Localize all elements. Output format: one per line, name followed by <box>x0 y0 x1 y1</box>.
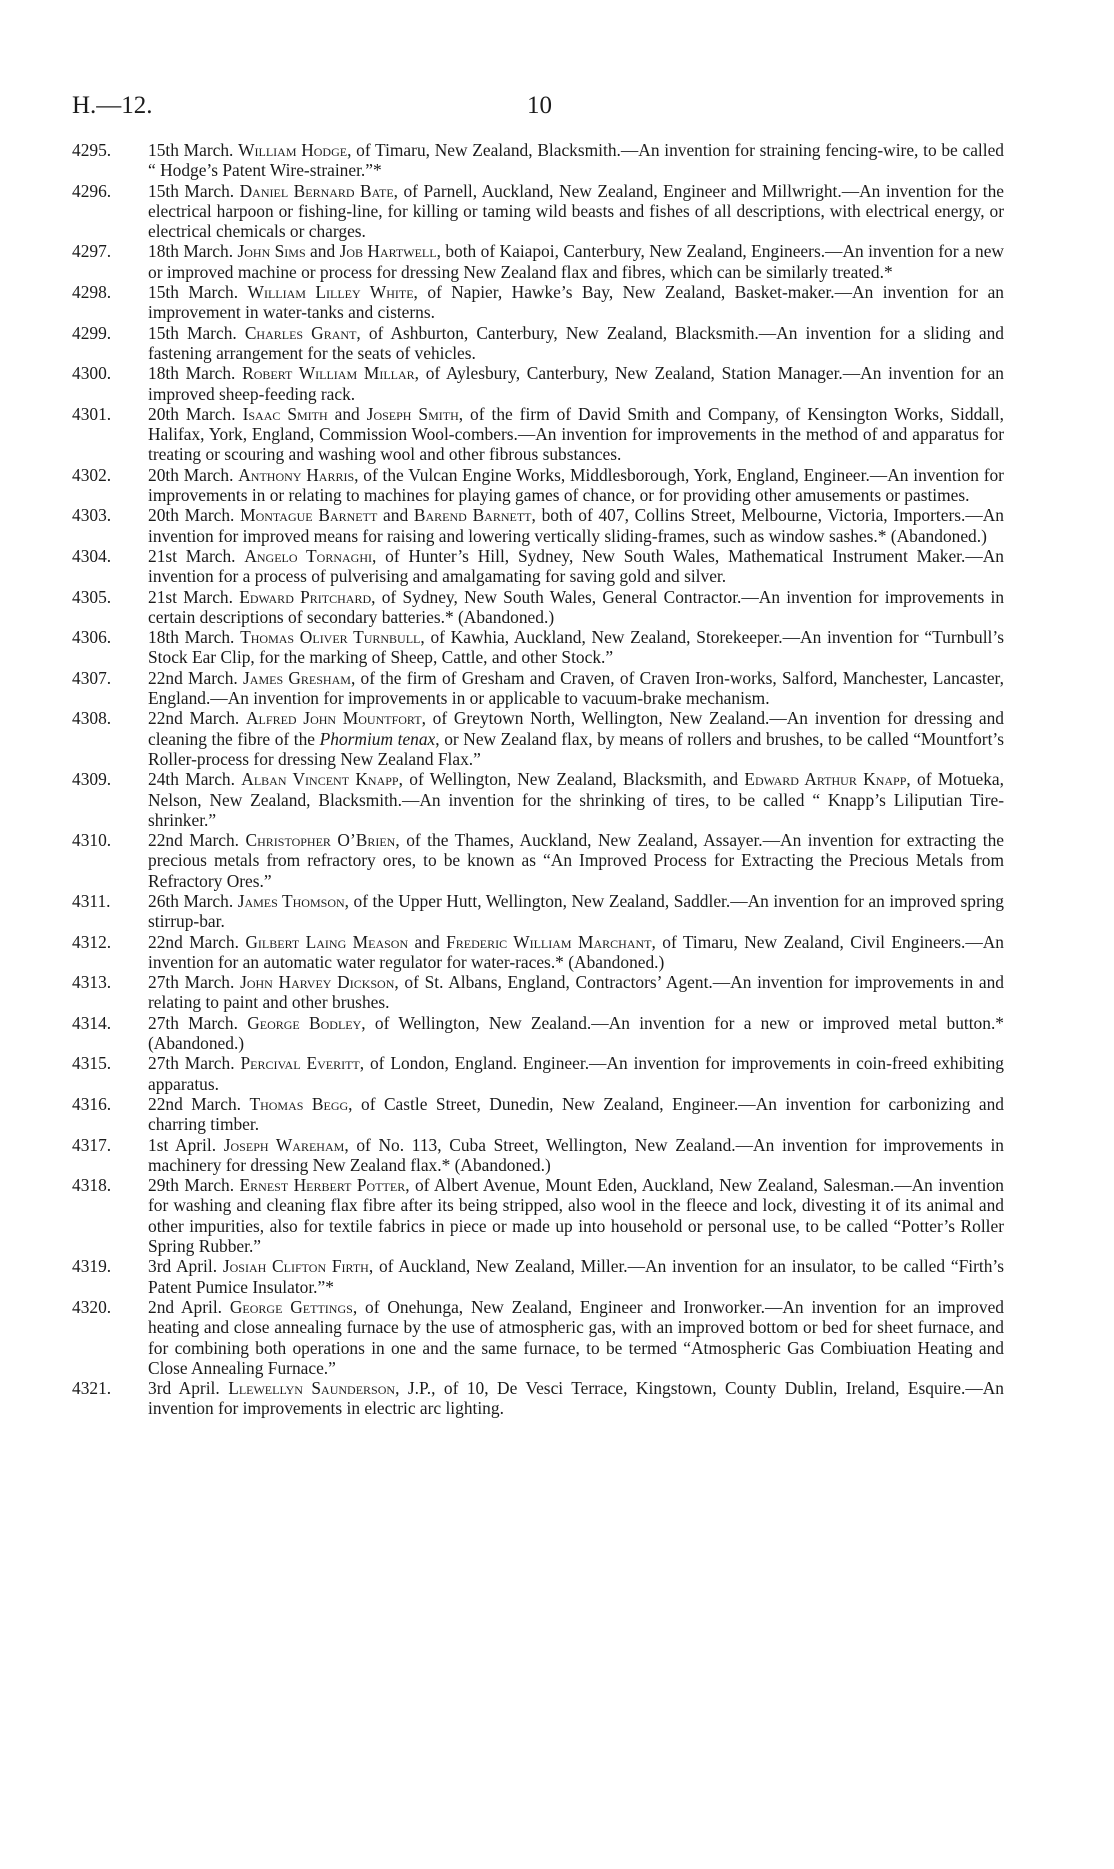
applicant-name: Angelo Tornaghi <box>244 545 372 566</box>
document-code: H.—12. <box>72 92 153 119</box>
entry-segment: 15th March. <box>148 140 239 160</box>
entry-text <box>148 1175 1004 1256</box>
entry-text <box>148 891 1004 931</box>
entry-number: 4315. <box>72 1053 112 1074</box>
applicant-name: James Gresham <box>243 667 351 688</box>
applicant-name: Ernest Herbert Potter <box>239 1175 406 1196</box>
applicant-name: Christopher O’Brien <box>245 830 396 851</box>
entry-segment: 1st April. <box>148 1134 224 1155</box>
applicant-name: Anthony Harris <box>238 464 355 485</box>
entry-segment: , of Kawhia, Auckland, New Zealand, Storekeeper.—An invention for “Turnbull’s Stock Ear Clip, for the marking of Sheep, Cattle, and other Stock.” <box>148 627 1004 668</box>
entry-segment: , of Greytown North, Wellington, New Zealand.—An invention for dressing and cleaning the fibre of the <box>148 708 1004 749</box>
entry-segment: , of St. Albans, England, Contractors’ Agent.—An invention for improvements in and relating to paint and other brushes. <box>148 972 1004 1013</box>
entry-segment: and <box>305 241 340 262</box>
patent-entry <box>72 932 1004 973</box>
entry-segment: , of Onehunga, New Zealand, Engineer and Ironworker.—An invention for an improved heating and close annealing furnace by the use of atmospheric gas, with an improved bottom or bed for sheet furnace, and for combining both operations in one and the same furnace, to be termed “Atmospheric Gas Combiuation Heating and Close Annealing Furnace.” <box>148 1296 1004 1378</box>
patent-entry <box>72 323 1004 364</box>
entry-segment: , of Napier, Hawke’s Bay, New Zealand, Basket-maker.—An invention for an improvement in water-tanks and cisterns. <box>148 282 1004 323</box>
entry-text <box>148 1378 1004 1418</box>
patent-entry <box>72 1297 1004 1378</box>
entry-number: 4317. <box>72 1134 112 1155</box>
entry-segment: , or New Zealand flax, by means of rollers and brushes, to be called “Mountfort’s Roller-process for dressing New Zealand Flax.” <box>148 728 1005 769</box>
entry-segment: and <box>377 505 414 526</box>
entry-segment: , of the Thames, Auckland, New Zealand, Assayer.—An invention for extracting the precious metals from refractory ores, to be known as “An Improved Process for Extracting the Precious Metals from Refractory Ores.” <box>148 830 1004 891</box>
applicant-name: George Gettings <box>229 1296 353 1317</box>
italic-term: Phormium tenax <box>319 728 436 749</box>
applicant-name: Robert William Millar <box>242 363 415 384</box>
entry-text <box>148 282 1004 322</box>
page-header <box>72 92 1004 132</box>
entry-segment: 20th March. <box>148 403 243 424</box>
entry-segment: , of London, England. Engineer.—An invention for improvements in coin-freed exhibiting apparatus. <box>148 1053 1004 1094</box>
entry-segment: 26th March. <box>148 890 238 911</box>
entry-text <box>148 668 1004 708</box>
entry-number: 4302. <box>72 464 112 485</box>
applicant-name: Percival Everitt <box>240 1053 360 1074</box>
entry-segment: 3rd April. <box>148 1256 223 1277</box>
entry-segment: 20th March. <box>148 505 241 526</box>
entry-segment: , of the firm of David Smith and Company, of Kensington Works, Siddall, Halifax, York, England, Commission Wool-combers.—An invention for improvements in the method of and apparatus for treating or scouring and washing wool and other fibrous substances. <box>148 403 1004 465</box>
entry-segment: 22nd March. <box>148 667 244 688</box>
entry-segment: , of Wellington, New Zealand, Blacksmith, and <box>398 769 745 790</box>
entry-text <box>148 465 1004 505</box>
entry-segment: 22nd March. <box>148 1093 250 1114</box>
applicant-name: Isaac Smith <box>242 403 328 424</box>
entry-text <box>148 708 1004 769</box>
entry-text <box>148 1297 1004 1378</box>
entry-number: 4303. <box>72 505 112 526</box>
entry-segment: 18th March. <box>148 627 241 648</box>
applicant-name: Alfred John Mountfort <box>246 708 422 729</box>
entry-segment: , of Aylesbury, Canterbury, New Zealand, Station Manager.—An invention for an improved sheep-feeding rack. <box>148 363 1004 404</box>
applicant-name: Thomas Begg <box>249 1093 349 1114</box>
patent-entry <box>72 891 1004 932</box>
entry-text <box>148 1053 1004 1093</box>
entry-segment: , of the Upper Hutt, Wellington, New Zealand, Saddler.—An invention for an improved spring stirrup-bar. <box>148 890 1004 932</box>
entry-text <box>148 932 1004 972</box>
patent-entry <box>72 363 1004 404</box>
entry-segment: 29th March. <box>148 1175 240 1196</box>
patent-list <box>72 140 1004 1419</box>
entry-segment: 27th March. <box>148 1012 248 1033</box>
entry-number: 4307. <box>72 667 112 688</box>
entry-text <box>148 140 1004 180</box>
entry-number: 4308. <box>72 708 112 729</box>
entry-number: 4305. <box>72 586 112 607</box>
applicant-name: William Hodge <box>238 140 348 160</box>
entry-segment: 20th March. <box>148 464 239 485</box>
entry-segment: and <box>408 931 447 952</box>
applicant-name: Joseph Wareham <box>223 1134 345 1155</box>
entry-segment: 22nd March. <box>148 708 246 729</box>
entry-segment: , of Castle Street, Dunedin, New Zealand, Engineer.—An invention for carbonizing and charring timber. <box>148 1093 1004 1135</box>
entry-text <box>148 769 1004 830</box>
entry-segment: 24th March. <box>148 769 242 790</box>
applicant-name: Edward Pritchard <box>239 586 372 607</box>
entry-text <box>148 1094 1004 1134</box>
page-number: 10 <box>527 92 552 119</box>
patent-entry <box>72 627 1004 668</box>
patent-entry <box>72 1378 1004 1419</box>
entry-number: 4299. <box>72 322 112 343</box>
entry-text <box>148 323 1004 363</box>
patent-entry <box>72 505 1004 546</box>
entry-text <box>148 830 1004 891</box>
entry-segment: 27th March. <box>148 972 241 993</box>
entry-number: 4318. <box>72 1175 112 1196</box>
entry-text <box>148 587 1004 627</box>
patent-entry <box>72 282 1004 323</box>
patent-entry <box>72 1053 1004 1094</box>
entry-segment: , of the Vulcan Engine Works, Middlesborough, York, England, Engineer.—An invention for improvements in or relating to machines for playing games of chance, or for providing other amusements or pastimes. <box>148 464 1004 506</box>
entry-segment: 15th March. <box>148 180 240 201</box>
patent-entry <box>72 668 1004 709</box>
entry-number: 4311. <box>72 890 111 911</box>
applicant-name: Frederic William Marchant <box>446 931 652 952</box>
patent-entry <box>72 1135 1004 1176</box>
entry-number: 4313. <box>72 972 112 993</box>
entry-number: 4300. <box>72 363 112 384</box>
entry-segment: , of Wellington, New Zealand.—An invention for a new or improved metal button.* (Abandoned.) <box>148 1012 1004 1054</box>
applicant-name: Llewellyn Saunderson <box>228 1378 396 1399</box>
entry-number: 4310. <box>72 830 112 851</box>
entry-text <box>148 1013 1004 1053</box>
entry-segment: , both of Kaiapoi, Canterbury, New Zealand, Engineers.—An invention for a new or improved machine or process for dressing New Zealand flax and fibres, which can be similarly treated.* <box>148 241 1004 282</box>
patent-entry <box>72 830 1004 891</box>
applicant-name: James Thomson <box>237 890 345 911</box>
entry-segment: and <box>327 403 367 424</box>
entry-segment: 22nd March. <box>148 931 246 952</box>
applicant-name: Josiah Clifton Firth <box>222 1256 369 1277</box>
entry-segment: 21st March. <box>148 545 245 566</box>
applicant-name: Montague Barnett <box>240 505 378 526</box>
entry-segment: , of Sydney, New South Wales, General Contractor.—An invention for improvements in certain descriptions of secondary batteries.* (Abandoned.) <box>148 586 1005 627</box>
patent-entry <box>72 708 1004 769</box>
entry-number: 4297. <box>72 241 112 262</box>
entry-segment: , of Timaru, New Zealand, Civil Engineers.—An invention for an automatic water regulator for water-races.* (Abandoned.) <box>148 931 1004 972</box>
entry-number: 4301. <box>72 403 112 424</box>
applicant-name: Gilbert Laing Meason <box>245 931 409 952</box>
entry-segment: 21st March. <box>148 586 240 607</box>
entry-number: 4321. <box>72 1378 112 1399</box>
entry-number: 4298. <box>72 282 112 303</box>
patent-entry <box>72 404 1004 465</box>
applicant-name: William Lilley White <box>247 282 414 303</box>
entry-segment: , of Timaru, New Zealand, Blacksmith.—An invention for straining fencing-wire, to be called “ Hodge’s Patent Wire-strainer.”* <box>148 140 1005 181</box>
patent-entry <box>72 1256 1004 1297</box>
entry-text <box>148 241 1004 281</box>
applicant-name: Charles Grant <box>244 322 357 343</box>
patent-entry <box>72 769 1004 830</box>
entry-segment: , of Hunter’s Hill, Sydney, New South Wales, Mathematical Instrument Maker.—An invention for a process of pulverising and amalgamating for saving gold and silver. <box>148 545 1004 587</box>
patent-entry <box>72 972 1004 1013</box>
entry-text <box>148 181 1004 242</box>
patent-entry <box>72 1094 1004 1135</box>
entry-text <box>148 1135 1004 1175</box>
applicant-name: Joseph Smith <box>366 403 459 424</box>
applicant-name: Alban Vincent Knapp <box>241 769 399 790</box>
entry-text <box>148 972 1004 1012</box>
patent-entry <box>72 1175 1004 1256</box>
entry-number: 4306. <box>72 627 112 648</box>
applicant-name: John Harvey Dickson <box>240 972 395 993</box>
entry-segment: , J.P., of 10, De Vesci Terrace, Kingstown, County Dublin, Ireland, Esquire.—An invention for improvements in electric arc lighting. <box>148 1378 1005 1419</box>
patent-entry <box>72 241 1004 282</box>
applicant-name: Edward Arthur Knapp <box>744 769 907 790</box>
entry-segment: 3rd April. <box>148 1378 229 1399</box>
entry-segment: , of Parnell, Auckland, New Zealand, Engineer and Millwright.—An invention for the electrical harpoon or fishing-line, for killing or taming wild beasts and fishes of all descriptions, with electrical energy, or electrical chemicals or charges. <box>148 180 1004 242</box>
patent-entry <box>72 181 1004 242</box>
entry-number: 4304. <box>72 545 112 566</box>
entry-segment: 27th March. <box>148 1053 241 1074</box>
entry-number: 4314. <box>72 1012 112 1033</box>
entry-text <box>148 627 1004 667</box>
patent-entry <box>72 140 1004 181</box>
entry-segment: , of No. 113, Cuba Street, Wellington, New Zealand.—An invention for improvements in machinery for dressing New Zealand flax.* (Abandoned.) <box>148 1134 1004 1175</box>
entry-text <box>148 404 1004 465</box>
applicant-name: Thomas Oliver Turnbull <box>240 627 421 648</box>
patent-entry <box>72 587 1004 628</box>
applicant-name: John Sims <box>237 241 306 262</box>
applicant-name: George Bodley <box>247 1012 362 1033</box>
entry-segment: 22nd March. <box>148 830 246 851</box>
patent-entry <box>72 546 1004 587</box>
applicant-name: Barend Barnett <box>413 505 532 526</box>
entry-text <box>148 546 1004 586</box>
entry-segment: , of Ashburton, Canterbury, New Zealand, Blacksmith.—An invention for a sliding and fastening arrangement for the seats of vehicles. <box>148 322 1005 363</box>
entry-number: 4320. <box>72 1296 112 1317</box>
entry-text <box>148 1256 1004 1296</box>
entry-segment: 18th March. <box>148 363 243 384</box>
entry-text <box>148 363 1004 403</box>
patent-entry <box>72 465 1004 506</box>
entry-segment: 15th March. <box>148 282 248 303</box>
entry-number: 4312. <box>72 931 112 952</box>
entry-segment: , of Auckland, New Zealand, Miller.—An invention for an insulator, to be called “Firth’s Patent Pumice Insulator.”* <box>148 1256 1004 1297</box>
entry-number: 4319. <box>72 1256 112 1277</box>
entry-segment: 2nd April. <box>148 1296 230 1317</box>
entry-segment: , of Albert Avenue, Mount Eden, Auckland, New Zealand, Salesman.—An invention for washing and cleaning flax fibre after its being stripped, also wool in the fleece and lock, divesting it of its animal and other impurities, also for textile fabrics in piece or made up into household or personal use, to be called “Potter’s Roller Spring Rubber.” <box>148 1175 1004 1257</box>
applicant-name: Job Hartwell <box>339 241 437 262</box>
entry-number: 4309. <box>72 769 112 790</box>
entry-text <box>148 505 1004 545</box>
applicant-name: Daniel Bernard Bate <box>239 180 394 201</box>
entry-number: 4295. <box>72 140 112 160</box>
entry-segment: , of the firm of Gresham and Craven, of Craven Iron-works, Salford, Manchester, Lancaster, England.—An invention for improvements in or applicable to vacuum-brake mechanism. <box>148 667 1005 709</box>
patent-entry <box>72 1013 1004 1054</box>
entry-number: 4296. <box>72 180 112 201</box>
entry-segment: 15th March. <box>148 322 245 343</box>
entry-number: 4316. <box>72 1093 112 1114</box>
entry-segment: 18th March. <box>148 241 238 262</box>
entry-segment: , of Motueka, Nelson, New Zealand, Blacksmith.—An invention for the shrinking of tires, to be called “ Knapp’s Liliputian Tire-shrinker.” <box>148 769 1004 830</box>
entry-segment: , both of 407, Collins Street, Melbourne, Victoria, Importers.—An invention for improved means for raising and lowering vertically sliding-frames, such as window sashes.* (Abandoned.) <box>148 505 1005 546</box>
